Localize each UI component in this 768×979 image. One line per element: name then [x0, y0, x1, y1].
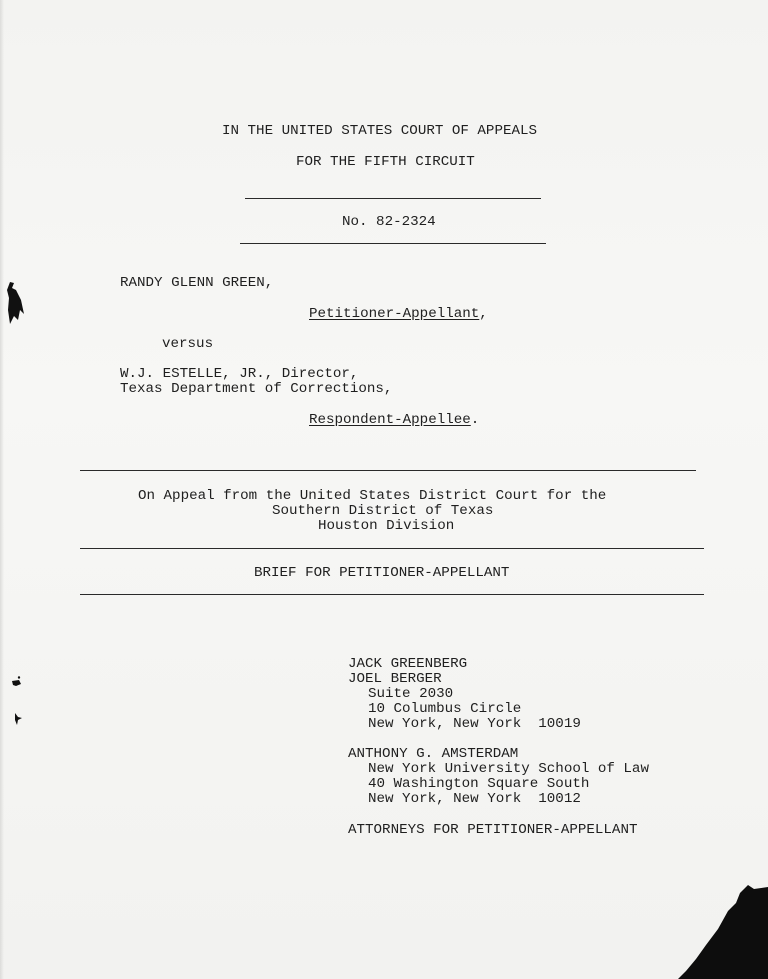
- scan-mark-left-mid: [10, 676, 24, 690]
- scan-mark-left-top: [4, 280, 26, 330]
- attorney-name-greenberg: JACK GREENBERG: [348, 656, 468, 672]
- attorney-address-square: 40 Washington Square South: [368, 776, 590, 792]
- petitioner-name: RANDY GLENN GREEN,: [120, 275, 274, 291]
- respondent-role: Respondent-Appellee: [309, 412, 471, 428]
- attorney-name-amsterdam: ANTHONY G. AMSTERDAM: [348, 746, 519, 762]
- versus-label: versus: [162, 336, 214, 352]
- appeal-line-3: Houston Division: [318, 518, 455, 534]
- attorney-address-suite: Suite 2030: [368, 686, 454, 702]
- attorneys-footer: ATTORNEYS FOR PETITIONER-APPELLANT: [348, 822, 638, 838]
- respondent-role-suffix: .: [470, 412, 480, 428]
- appeal-rule-top: [80, 470, 696, 471]
- appeal-line-2: Southern District of Texas: [272, 503, 494, 519]
- court-name: IN THE UNITED STATES COURT OF APPEALS: [222, 123, 538, 139]
- attorney-address-school: New York University School of Law: [368, 761, 649, 777]
- attorney-name-berger: JOEL BERGER: [348, 671, 442, 687]
- brief-rule-bottom: [80, 594, 704, 595]
- respondent-name: W.J. ESTELLE, JR., Director,: [120, 366, 359, 382]
- brief-title: BRIEF FOR PETITIONER-APPELLANT: [254, 565, 510, 581]
- attorney-address-city: New York, New York 10019: [368, 716, 581, 732]
- scan-corner-shadow: [678, 879, 768, 979]
- page-edge-shadow: [0, 0, 4, 979]
- case-number: No. 82-2324: [342, 214, 436, 230]
- attorney-address-city-2: New York, New York 10012: [368, 791, 581, 807]
- petitioner-role-line: [309, 306, 488, 322]
- respondent-agency: Texas Department of Corrections,: [120, 381, 393, 397]
- respondent-role-line: [309, 412, 479, 428]
- petitioner-role-suffix: ,: [479, 306, 488, 322]
- case-number-rule-top: [245, 198, 541, 199]
- scan-mark-left-low: [12, 712, 24, 726]
- attorney-address-street: 10 Columbus Circle: [368, 701, 522, 717]
- case-number-rule-bottom: [240, 243, 546, 244]
- petitioner-role: Petitioner-Appellant: [309, 306, 480, 322]
- circuit-name: FOR THE FIFTH CIRCUIT: [296, 154, 475, 170]
- appeal-line-1: On Appeal from the United States District Court for the: [138, 488, 607, 504]
- brief-rule-top: [80, 548, 704, 549]
